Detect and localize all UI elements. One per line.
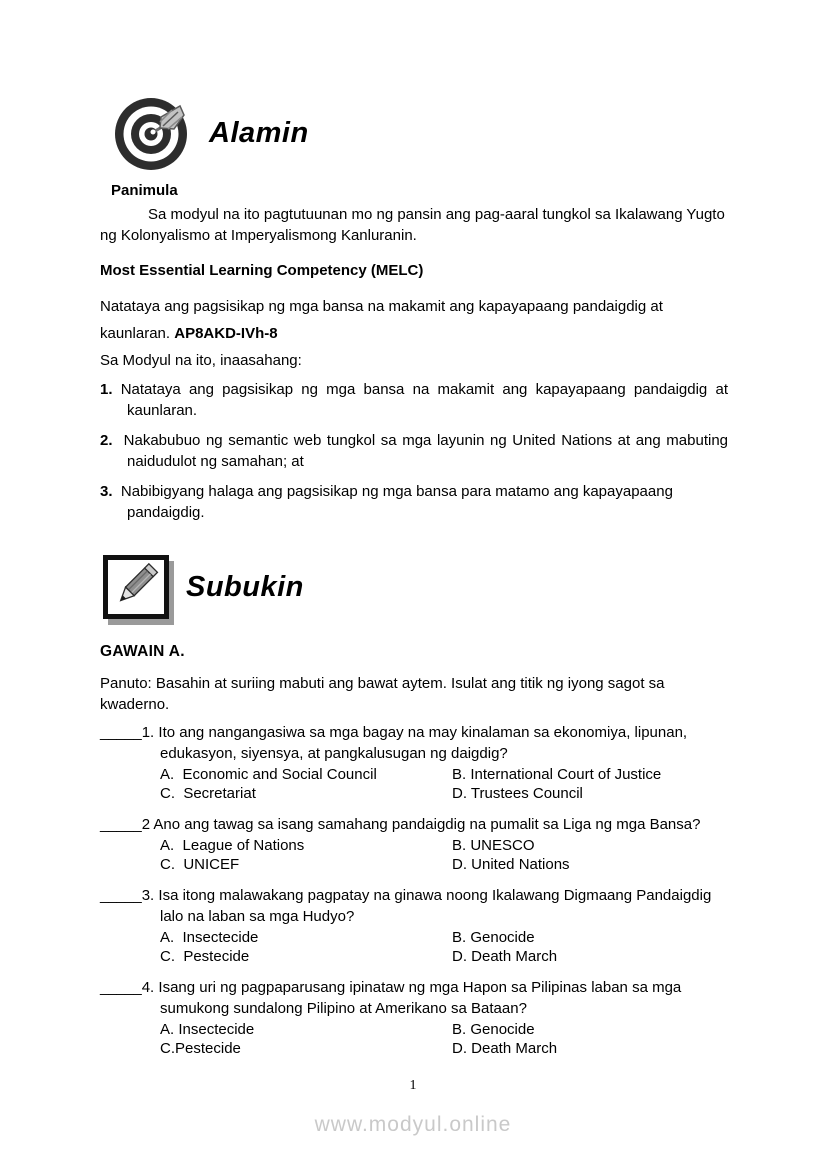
- question-4: [100, 977, 728, 1058]
- objective-number: 3.: [100, 483, 113, 500]
- expectations-intro: Sa Modyul na ito, inaasahang:: [100, 352, 302, 369]
- question-options: [160, 765, 728, 803]
- objective-item-1: [100, 379, 733, 421]
- questions-list: [100, 722, 728, 1058]
- option-c: C. Secretariat: [160, 785, 256, 802]
- objective-text: Nakabubuo ng semantic web tungkol sa mga layunin ng United Nations at ang mabuting naidudulot ng samahan; at: [118, 432, 733, 470]
- objective-number: 2.: [100, 432, 113, 449]
- option-b: B. Genocide: [452, 1021, 535, 1038]
- question-text: [100, 814, 728, 835]
- option-a: A. Insectecide: [160, 929, 259, 946]
- objective-number: 1.: [100, 381, 113, 398]
- intro-paragraph: Sa modyul na ito pagtutuunan mo ng pansin ang pag-aaral tungkol sa Ikalawang Yugto ng Kolonyalismo at Imperyalismong Kanluranin.: [100, 206, 725, 244]
- panuto-paragraph: Panuto: Basahin at suriing mabuti ang bawat aytem. Isulat ang titik ng iyong sagot sa kwaderno.: [100, 675, 665, 713]
- question-body: Isa itong malawakang pagpatay na ginawa noong Ikalawang Digmaang Pandaigdig lalo na laban sa mga Hudyo?: [158, 887, 712, 925]
- page-number: 1: [409, 1078, 417, 1093]
- option-d: D. United Nations: [452, 856, 570, 873]
- question-3: [100, 885, 728, 966]
- question-text: [100, 722, 728, 764]
- question-body: Isang uri ng pagpaparusang ipinataw ng mga Hapon sa Pilipinas laban sa mga sumukong sundalong Pilipino at Amerikano sa Bataan?: [158, 979, 682, 1017]
- watermark: www.modyul.online: [314, 1113, 512, 1136]
- pencil-icon: [103, 555, 169, 619]
- answer-blank: _____3.: [100, 887, 155, 904]
- alamin-header: [114, 93, 728, 173]
- objective-text: Nabibigyang halaga ang pagsisikap ng mga bansa para matamo ang kapayapaang pandaigdig.: [116, 483, 678, 521]
- option-a: A. Economic and Social Council: [160, 766, 377, 783]
- gawain-heading: GAWAIN A.: [100, 643, 185, 660]
- question-body: Ito ang nangangasiwa sa mga bagay na may kinalaman sa ekonomiya, lipunan, edukasyon, siyensya, at pangkalusugan ng daigdig?: [158, 724, 688, 762]
- melc-heading: Most Essential Learning Competency (MELC): [100, 262, 424, 279]
- melc-text: Natataya ang pagsisikap ng mga bansa na makamit ang kapayapaang pandaigdig at kaunlaran.: [100, 298, 663, 342]
- objective-text: Natataya ang pagsisikap ng mga bansa na makamit ang kapayapaang pandaigdig at kaunlaran.: [120, 381, 733, 419]
- question-1: [100, 722, 728, 803]
- answer-blank: _____1.: [100, 724, 155, 741]
- question-text: [100, 885, 728, 927]
- alamin-title: Alamin: [209, 116, 309, 149]
- question-options: [160, 928, 728, 966]
- option-c: C. UNICEF: [160, 856, 240, 873]
- question-options: [160, 836, 728, 874]
- option-b: B. UNESCO: [452, 837, 535, 854]
- question-text: [100, 977, 728, 1019]
- subukin-title: Subukin: [186, 570, 304, 603]
- melc-code: AP8AKD-IVh-8: [174, 325, 278, 342]
- option-d: D. Trustees Council: [452, 785, 583, 802]
- objectives-list: [100, 379, 733, 523]
- option-d: D. Death March: [452, 1040, 558, 1057]
- question-options: [160, 1020, 728, 1058]
- question-body: Ano ang tawag sa isang samahang pandaigdig na pumalit sa Liga ng mga Bansa?: [153, 816, 701, 833]
- objective-item-3: [100, 481, 728, 523]
- option-a: A. Insectecide: [160, 1021, 255, 1038]
- option-b: B. International Court of Justice: [452, 766, 662, 783]
- objective-item-2: [100, 430, 733, 472]
- option-c: C.Pestecide: [160, 1040, 241, 1057]
- answer-blank: _____4.: [100, 979, 155, 996]
- option-c: C. Pestecide: [160, 948, 250, 965]
- option-b: B. Genocide: [452, 929, 535, 946]
- target-icon: [114, 93, 192, 173]
- subukin-header: [103, 549, 728, 625]
- panimula-heading: Panimula: [111, 182, 178, 199]
- answer-blank: _____2: [100, 816, 151, 833]
- melc-paragraph: [100, 293, 728, 347]
- question-2: [100, 814, 728, 874]
- option-a: A. League of Nations: [160, 837, 305, 854]
- option-d: D. Death March: [452, 948, 558, 965]
